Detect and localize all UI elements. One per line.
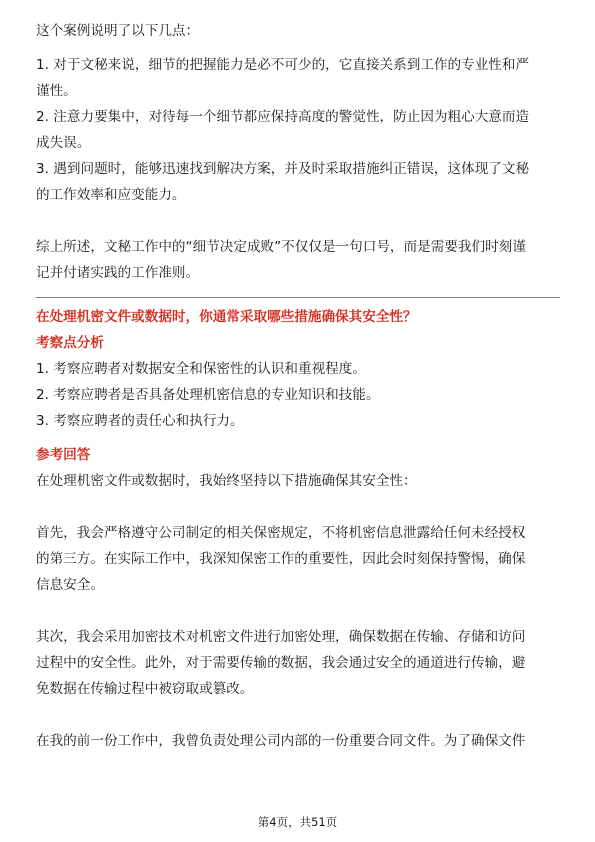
answer-lead: 在处理机密文件或数据时，我始终坚持以下措施确保其安全性：	[36, 473, 417, 489]
document-page	[36, 18, 560, 754]
analysis-heading: 考察点分析	[36, 335, 104, 351]
answer-paragraph-line: 其次，我会采用加密技术对机密文件进行加密处理，确保数据在传输、存储和访问	[36, 629, 526, 645]
intro-point-line: 1. 对于文秘来说，细节的把握能力是必不可少的，它直接关系到工作的专业性和严	[36, 57, 530, 73]
answer-heading: 参考回答	[36, 447, 91, 463]
analysis-point: 1. 考察应聘者对数据安全和保密性的认识和重视程度。	[36, 361, 366, 377]
answer-paragraph-line: 的第三方。在实际工作中，我深知保密工作的重要性，因此会时刻保持警惕，确保	[36, 551, 526, 567]
answer-paragraph-line: 免数据在传输过程中被窃取或篡改。	[36, 681, 254, 697]
intro-point-line: 3. 遇到问题时，能够迅速找到解决方案，并及时采取措施纠正错误，这体现了文秘	[36, 161, 530, 177]
question-title: 在处理机密文件或数据时，你通常采取哪些措施确保其安全性？	[36, 309, 417, 325]
analysis-point: 2. 考察应聘者是否具备处理机密信息的专业知识和技能。	[36, 387, 380, 403]
intro-point-line: 的工作效率和应变能力。	[36, 187, 186, 203]
intro-point-line: 2. 注意力要集中，对待每一个细节都应保持高度的警觉性，防止因为粗心大意而造	[36, 109, 530, 125]
answer-paragraph-line: 过程中的安全性。此外，对于需要传输的数据，我会通过安全的通道进行传输，避	[36, 655, 526, 671]
intro-point-line: 成失误。	[36, 135, 91, 151]
summary-line: 综上所述，文秘工作中的“细节决定成败”不仅仅是一句口号，而是需要我们时刻谨	[36, 239, 526, 255]
answer-paragraph-line: 信息安全。	[36, 577, 104, 593]
section-divider	[36, 297, 560, 298]
intro-point-line: 谨性。	[36, 83, 77, 99]
summary-line: 记并付诸实践的工作准则。	[36, 265, 200, 281]
answer-paragraph-line: 在我的前一份工作中，我曾负责处理公司内部的一份重要合同文件。为了确保文件	[36, 733, 526, 749]
intro-lead: 这个案例说明了以下几点：	[36, 23, 200, 39]
analysis-point: 3. 考察应聘者的责任心和执行力。	[36, 413, 244, 429]
answer-paragraph-line: 首先，我会严格遵守公司制定的相关保密规定，不将机密信息泄露给任何未经授权	[36, 525, 526, 541]
page-number: 第4页，共51页	[257, 815, 338, 829]
